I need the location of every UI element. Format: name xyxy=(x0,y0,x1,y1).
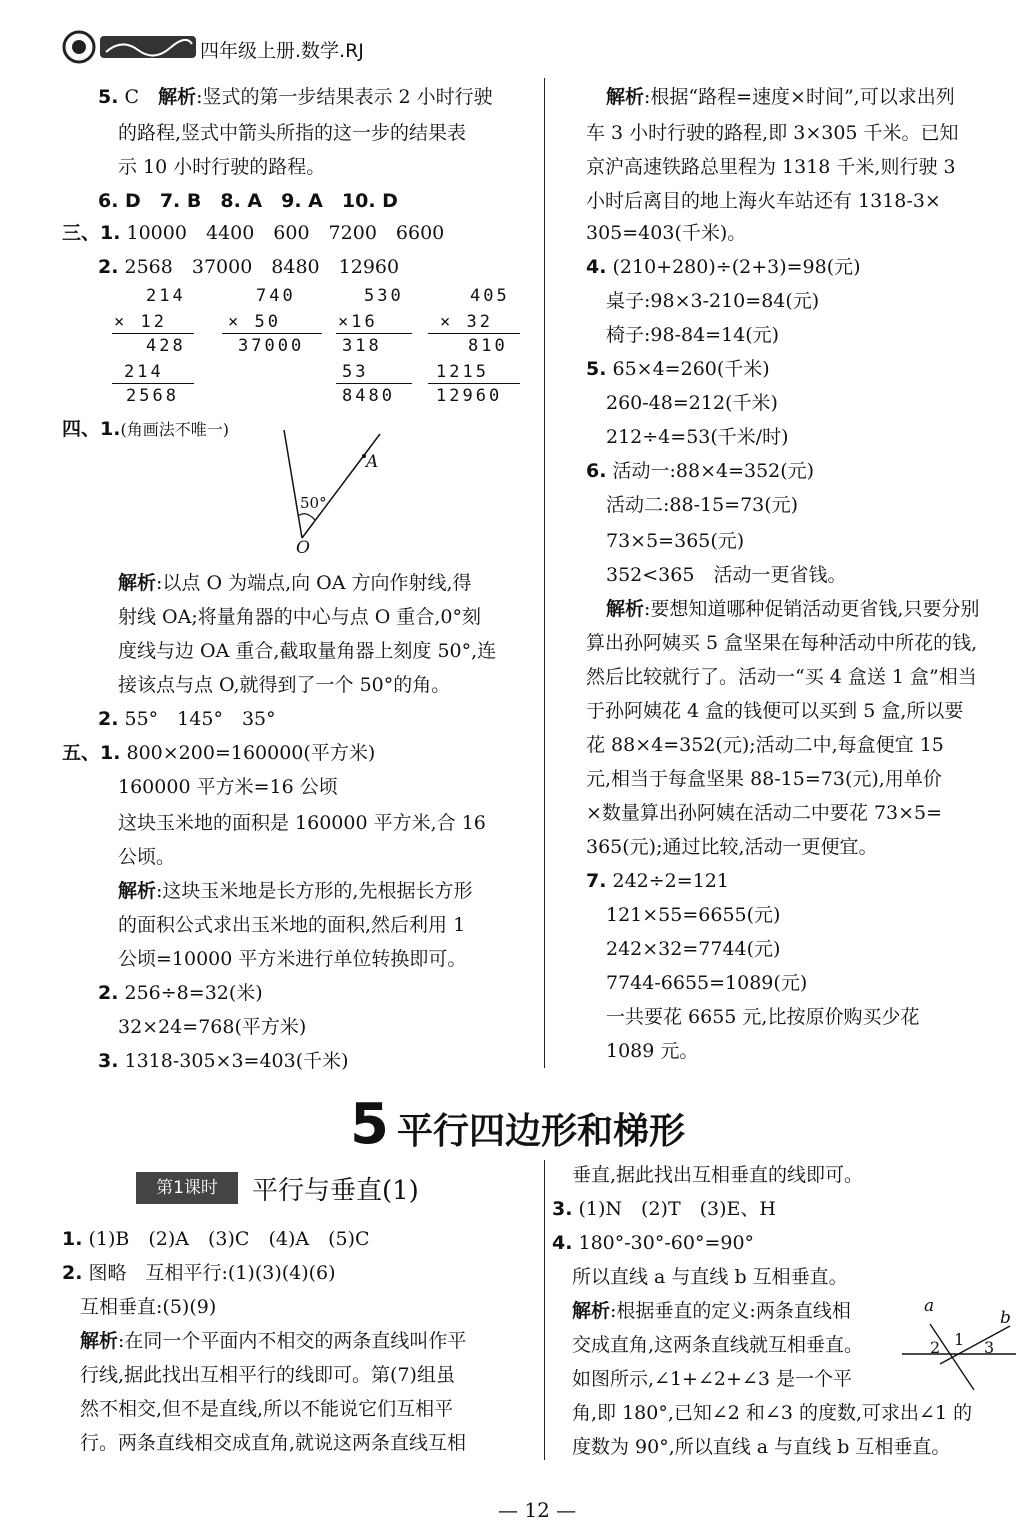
text-line: 射线 OA;将量角器的中心与点 O 重合,0°刻 xyxy=(118,606,482,628)
text-line: 1089 元。 xyxy=(606,1040,699,1062)
text-line: 所以直线 a 与直线 b 互相垂直。 xyxy=(572,1266,848,1288)
analysis-line: 解析:根据垂直的定义:两条直线相 xyxy=(572,1300,851,1322)
section-4-q1: 四、1.(角画法不唯一) xyxy=(62,418,229,440)
text-line: 算出孙阿姨买 5 盒坚果在每种活动中所花的钱, xyxy=(586,632,978,654)
text-line: 交成直角,这两条直线就互相垂直。 xyxy=(572,1334,864,1356)
section-5-q1: 五、1. 800×200=160000(平方米) xyxy=(62,742,376,764)
text-line: 活动二:88-15=73(元) xyxy=(606,494,799,516)
text-line: 行线,据此找出互相平行的线即可。第(7)组虽 xyxy=(80,1364,455,1386)
text-line: 然不相交,但不是直线,所以不能说它们互相平 xyxy=(80,1398,454,1420)
section-5-q2: 2. 256÷8=32(米) xyxy=(98,982,263,1004)
lesson-badge: 第1课时 xyxy=(136,1172,238,1204)
angle-diagram xyxy=(270,420,410,570)
text-line: 121×55=6655(元) xyxy=(606,904,781,926)
text-line: 如图所示,∠1+∠2+∠3 是一个平 xyxy=(572,1368,852,1390)
analysis-line: 解析:要想知道哪种促销活动更省钱,只要分别 xyxy=(606,598,980,620)
text-line: 这块玉米地的面积是 160000 平方米,合 16 xyxy=(118,812,486,834)
text-line: 椅子:98-84=14(元) xyxy=(606,324,780,346)
text-line: 212÷4=53(千米/时) xyxy=(606,426,789,448)
text-line: 352<365 活动一更省钱。 xyxy=(606,564,847,586)
section-3-q2: 2. 2568 37000 8480 12960 xyxy=(98,256,400,278)
column-divider-lower xyxy=(544,1160,545,1460)
text-line: 365(元);通过比较,活动一更便宜。 xyxy=(586,836,878,858)
text-line: 的面积公式求出玉米地的面积,然后利用 1 xyxy=(118,914,466,936)
lesson-q1: 1. (1)B (2)A (3)C (4)A (5)C xyxy=(62,1228,370,1250)
text-line: 元,相当于每盒坚果 88-15=73(元),用单价 xyxy=(586,768,942,790)
analysis-line: 解析:根据“路程=速度×时间”,可以求出列 xyxy=(606,86,955,108)
angle-3-label: 3 xyxy=(984,1338,995,1357)
text-line: 车 3 小时行驶的路程,即 3×305 千米。已知 xyxy=(586,122,959,144)
text-line: 公顷=10000 平方米进行单位转换即可。 xyxy=(118,948,467,970)
text-line: 32×24=768(平方米) xyxy=(118,1016,307,1038)
chapter-heading: 5 平行四边形和梯形 xyxy=(350,1092,685,1157)
analysis-line: 解析:在同一个平面内不相交的两条直线叫作平 xyxy=(80,1330,467,1352)
text-line: 互相垂直:(5)(9) xyxy=(80,1296,217,1318)
answers-6-10: 6. D 7. B 8. A 9. A 10. D xyxy=(98,190,398,212)
angle-label: 50° xyxy=(300,494,327,512)
right-q7: 7. 242÷2=121 xyxy=(586,870,729,892)
angle-2-label: 2 xyxy=(930,1338,941,1357)
text-line: 花 88×4=352(元);活动二中,每盒便宜 15 xyxy=(586,734,944,756)
lesson-title: 平行与垂直(1) xyxy=(252,1176,419,1206)
text-line: 一共要花 6655 元,比按原价购买少花 xyxy=(606,1006,920,1028)
lesson-q4: 4. 180°-30°-60°=90° xyxy=(552,1232,755,1254)
right-q6: 6. 活动一:88×4=352(元) xyxy=(586,460,815,482)
text-line: 度数为 90°,所以直线 a 与直线 b 互相垂直。 xyxy=(572,1436,951,1458)
text-line: 然后比较就行了。活动一“买 4 盒送 1 盒”相当 xyxy=(586,666,977,688)
analysis-line: 解析:以点 O 为端点,向 OA 方向作射线,得 xyxy=(118,572,472,594)
answer-5: 5. C 解析:竖式的第一步结果表示 2 小时行驶 xyxy=(98,86,493,108)
section-5-q3: 3. 1318-305×3=403(千米) xyxy=(98,1050,349,1072)
page-number: — 12 — xyxy=(498,1498,577,1522)
text-line: ×数量算出孙阿姨在活动二中要花 73×5= xyxy=(586,802,943,824)
text-line: 7744-6655=1089(元) xyxy=(606,972,808,994)
text-line: 305=403(千米)。 xyxy=(586,222,747,244)
text-line: 行。两条直线相交成直角,就说这两条直线互相 xyxy=(80,1432,467,1454)
text-line: 260-48=212(千米) xyxy=(606,392,778,414)
text-line: 度线与边 OA 重合,截取量角器上刻度 50°,连 xyxy=(118,640,497,662)
text-line: 的路程,竖式中箭头所指的这一步的结果表 xyxy=(118,122,467,144)
lesson-q3: 3. (1)N (2)T (3)E、H xyxy=(552,1198,776,1220)
header-title: 四年级上册.数学.RJ xyxy=(200,40,364,62)
column-divider xyxy=(544,78,545,1068)
right-q5: 5. 65×4=260(千米) xyxy=(586,358,770,380)
text-line: 示 10 小时行驶的路程。 xyxy=(118,156,326,178)
text-line: 160000 平方米=16 公顷 xyxy=(118,776,338,798)
right-q4: 4. (210+280)÷(2+3)=98(元) xyxy=(586,256,861,278)
text-line: 公顷。 xyxy=(118,846,176,868)
text-line: 桌子:98×3-210=84(元) xyxy=(606,290,820,312)
text-line: 角,即 180°,已知∠2 和∠3 的度数,可求出∠1 的 xyxy=(572,1402,973,1424)
lesson-q2: 2. 图略 互相平行:(1)(3)(4)(6) xyxy=(62,1262,336,1284)
text-line: 京沪高速铁路总里程为 1318 千米,则行驶 3 xyxy=(586,156,956,178)
text-line: 接该点与点 O,就得到了一个 50°的角。 xyxy=(118,674,451,696)
angle-1-label: 1 xyxy=(954,1330,965,1349)
point-o-label: O xyxy=(296,538,310,558)
section-3-q1: 三、1. 10000 4400 600 7200 6600 xyxy=(62,222,445,244)
analysis-line: 解析:这块玉米地是长方形的,先根据长方形 xyxy=(118,880,473,902)
section-4-q2: 2. 55° 145° 35° xyxy=(98,708,276,730)
brand-logo xyxy=(62,30,198,64)
line-a-label: a xyxy=(924,1296,935,1316)
text-line: 小时后离目的地上海火车站还有 1318-3× xyxy=(586,190,941,212)
text-line: 垂直,据此找出互相垂直的线即可。 xyxy=(572,1164,864,1186)
text-line: 于孙阿姨花 4 盒的钱便可以买到 5 盒,所以要 xyxy=(586,700,964,722)
point-a-label: A xyxy=(366,452,379,472)
line-b-label: b xyxy=(1000,1308,1011,1328)
text-line: 242×32=7744(元) xyxy=(606,938,781,960)
text-line: 73×5=365(元) xyxy=(606,530,745,552)
